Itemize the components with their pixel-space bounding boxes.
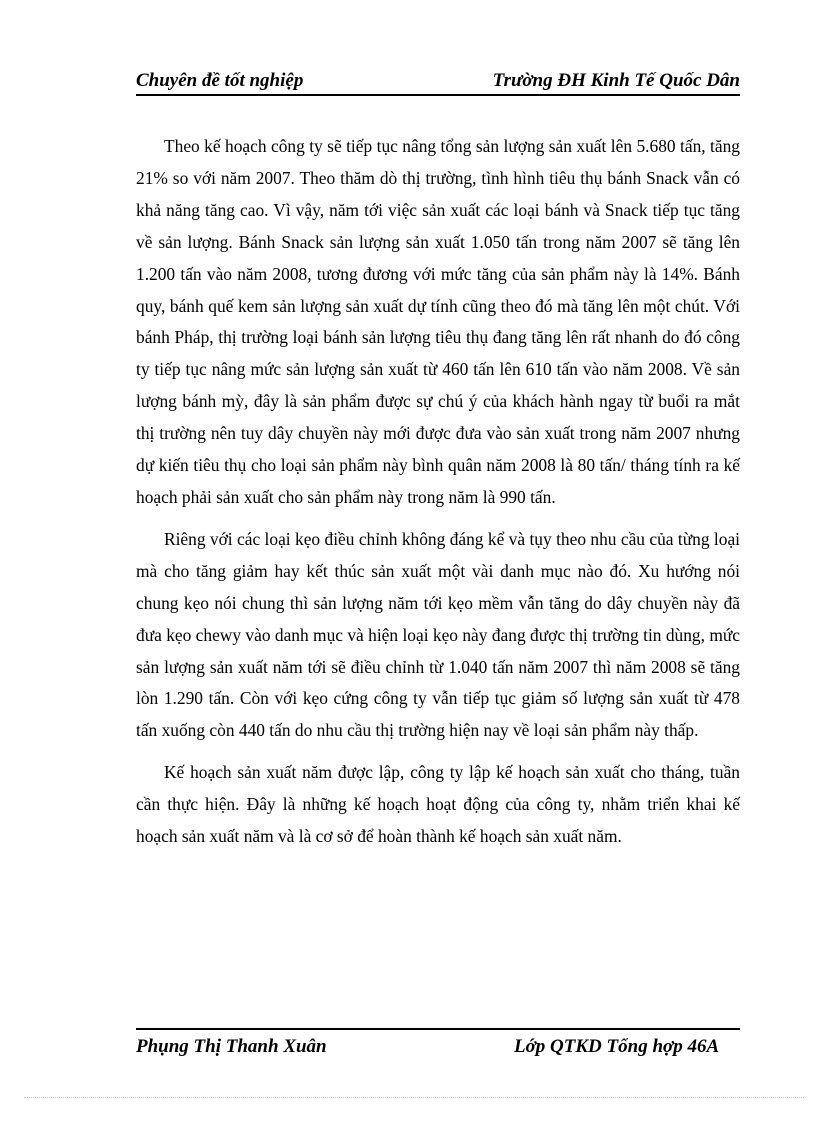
header-document-type: Chuyên đề tốt nghiệp xyxy=(136,70,304,91)
paragraph-production-plan: Theo kế hoạch công ty sẽ tiếp tục nâng tổng sản lượng sản xuất lên 5.680 tấn, tăng 21% so với năm 2007. Theo thăm dò thị trường, tình hình tiêu thụ bánh Snack vẫn có khả năng tăng cao. Vì vậy, năm tới việc sản xuất các loại bánh và Snack tiếp tục tăng về sản lượng. Bánh Snack sản lượng sản xuất 1.050 tấn trong năm 2007 sẽ tăng lên 1.200 tấn vào năm 2008, tương đương với mức tăng của sản phẩm này là 14%. Bánh quy, bánh quế kem sản lượng sản xuất dự tính cũng theo đó mà tăng lên một chút. Với bánh Pháp, thị trường loại bánh sản lượng tiêu thụ đang tăng lên rất nhanh do đó công ty tiếp tục nâng mức sản lượng sản xuất từ 460 tấn lên 610 tấn vào năm 2008. Về sản lượng bánh mỳ, đây là sản phẩm được sự chú ý của khách hành ngay từ buổi ra mắt thị trường nên tuy dây chuyền này mới được đưa vào sản xuất trong năm 2007 nhưng dự kiến tiêu thụ cho loại sản phẩm này bình quân năm 2008 là 80 tấn/ tháng tính ra kế hoạch phải sản xuất cho sản phẩm này trong năm là 990 tấn. xyxy=(136,136,740,507)
page-footer xyxy=(136,1028,740,1064)
header-university: Trường ĐH Kinh Tế Quốc Dân xyxy=(492,70,740,91)
page-bottom-edge xyxy=(24,1097,804,1098)
footer-author: Phụng Thị Thanh Xuân xyxy=(136,1036,327,1057)
paragraph-candy-adjustment: Riêng với các loại kẹo điều chỉnh không đáng kể và tụy theo nhu cầu của từng loại mà cho tăng giảm hay kết thúc sản xuất một vài danh mục nào đó. Xu hướng nói chung kẹo nói chung thì sản lượng năm tới kẹo mềm vẫn tăng do dây chuyền này đã đưa kẹo chewy vào danh mục và hiện loại kẹo này đang được thị trường tin dùng, mức sản lượng sản xuất năm tới sẽ điều chỉnh từ 1.040 tấn năm 2007 thì năm 2008 sẽ tăng lòn 1.290 tấn. Còn với kẹo cứng công ty vẫn tiếp tục giảm số lượng sản xuất từ 478 tấn xuống còn 440 tấn do nhu cầu thị trường hiện nay về loại sản phẩm này thấp. xyxy=(136,528,740,741)
page-header xyxy=(136,68,740,96)
paragraph-monthly-plan: Kế hoạch sản xuất năm được lập, công ty lập kế hoạch sản xuất cho tháng, tuần cần thực hiện. Đây là những kế hoạch hoạt động của công ty, nhằm triển khai kế hoạch sản xuất năm và là cơ sở để hoàn thành kế hoạch sản xuất năm. xyxy=(136,762,740,847)
footer-class: Lớp QTKD Tổng hợp 46A xyxy=(514,1036,720,1057)
body-text xyxy=(136,131,740,863)
